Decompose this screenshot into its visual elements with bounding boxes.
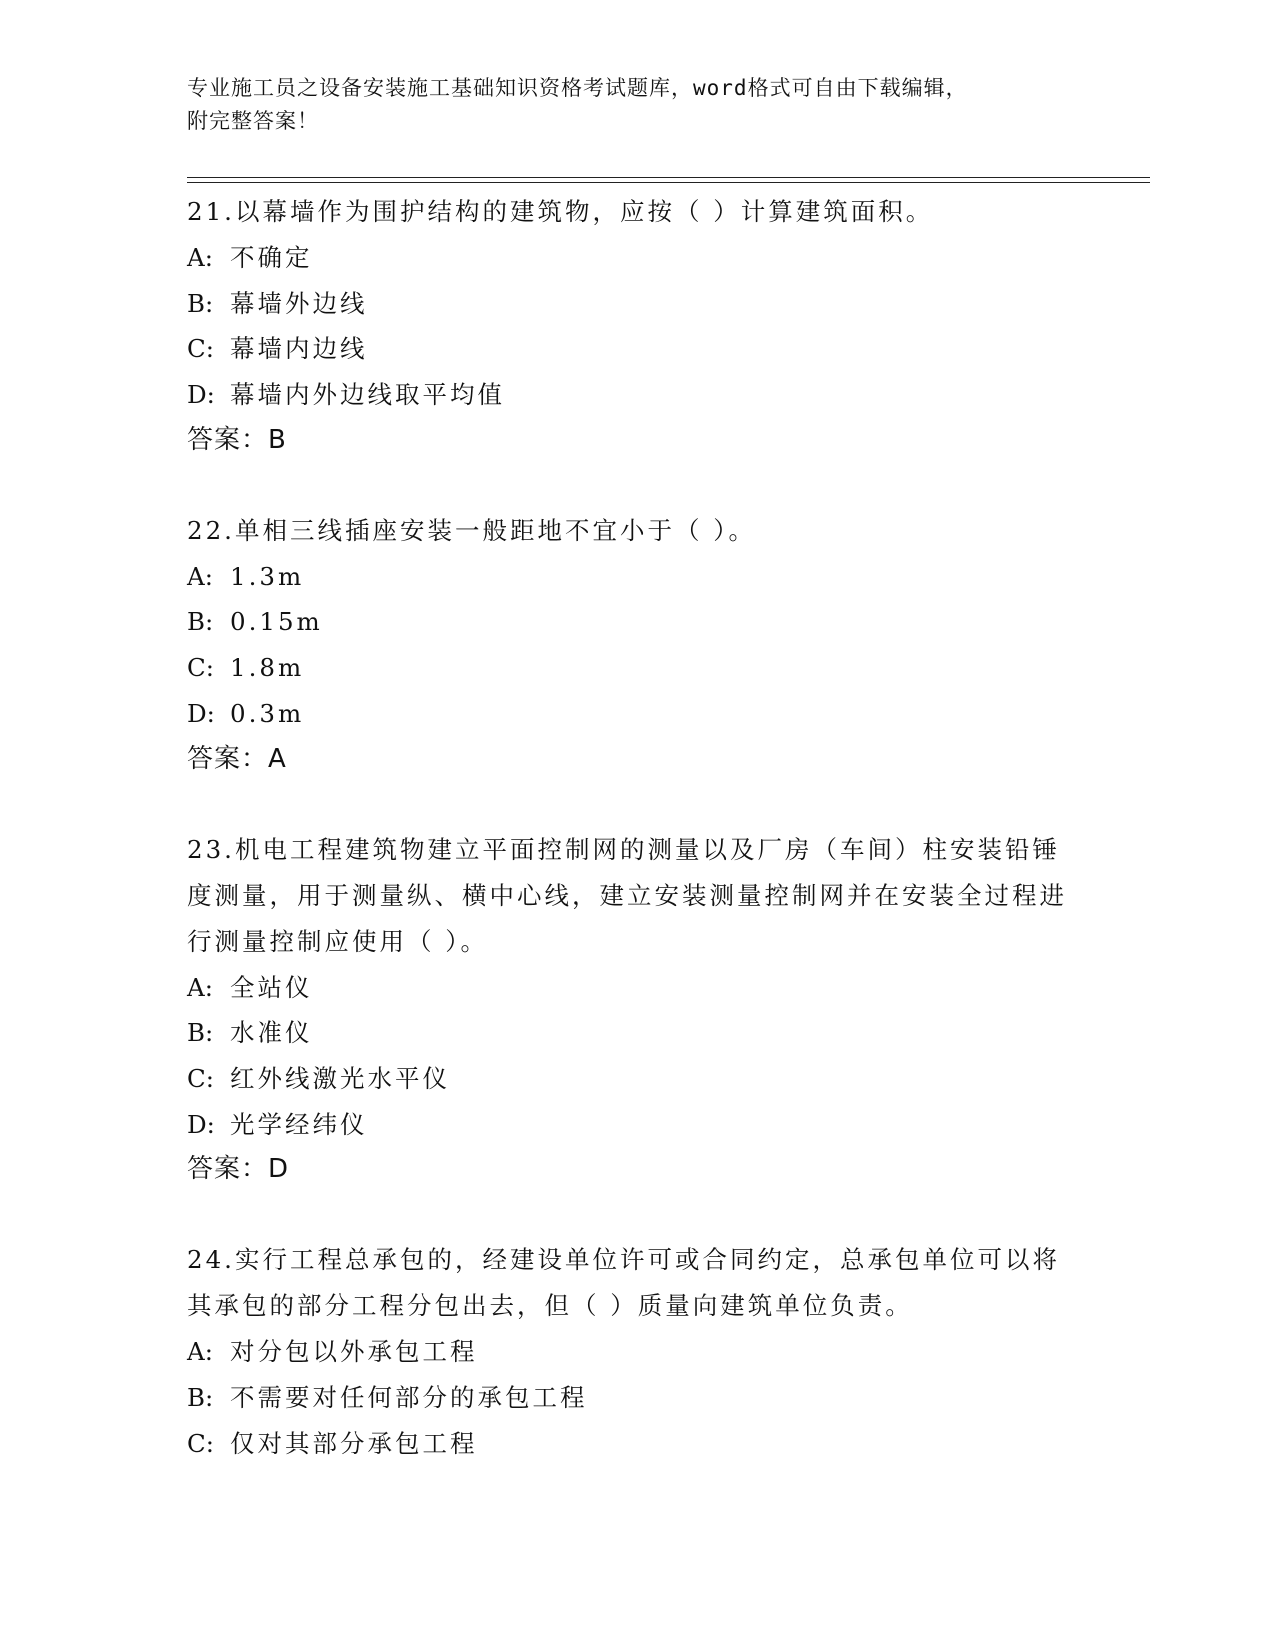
option-b	[187, 281, 1087, 327]
option-a	[187, 965, 1087, 1011]
question-21	[187, 189, 1087, 463]
option-text: 幕墙内外边线取平均值	[230, 380, 505, 410]
option-text: 光学经纬仪	[230, 1109, 368, 1139]
option-text: 1.3m	[230, 561, 305, 591]
answer-line: 答案：B	[187, 424, 287, 455]
option-key: B:	[187, 1382, 214, 1412]
option-text: 幕墙内边线	[230, 334, 368, 364]
option-key: A:	[187, 561, 213, 591]
header-rule-bottom	[187, 182, 1150, 183]
option-a	[187, 554, 1087, 600]
option-key: D:	[187, 1109, 215, 1139]
question-22	[187, 508, 1087, 782]
option-text: 0.15m	[230, 607, 323, 637]
option-text: 不需要对任何部分的承包工程	[230, 1382, 588, 1412]
option-a	[187, 235, 1087, 281]
option-key: D:	[187, 380, 215, 410]
option-key: B:	[187, 288, 214, 318]
option-d	[187, 1102, 1087, 1148]
document-header	[187, 72, 1087, 138]
question-list	[187, 189, 1087, 1511]
option-text: 全站仪	[230, 972, 313, 1002]
question-stem: 21.以幕墙作为围护结构的建筑物，应按（ ）计算建筑面积。	[187, 197, 934, 226]
option-b	[187, 1010, 1087, 1056]
question-23	[187, 827, 1087, 1193]
option-key: C:	[187, 334, 215, 364]
option-a	[187, 1329, 1087, 1375]
option-key: B:	[187, 607, 214, 637]
option-key: B:	[187, 1018, 214, 1048]
option-text: 水准仪	[230, 1018, 313, 1048]
option-key: C:	[187, 1063, 215, 1093]
question-stem: 24.实行工程总承包的，经建设单位许可或合同约定，总承包单位可以将其承包的部分工程分包出去，但（ ）质量向建筑单位负责。	[187, 1245, 1060, 1321]
option-text: 不确定	[230, 243, 313, 272]
header-line-1: 专业施工员之设备安装施工基础知识资格考试题库，word格式可自由下载编辑，	[187, 76, 968, 100]
option-c	[187, 645, 1087, 691]
option-b	[187, 599, 1087, 645]
option-d	[187, 372, 1087, 418]
question-stem: 23.机电工程建筑物建立平面控制网的测量以及厂房（车间）柱安装铅锤度测量，用于测量纵、横中心线，建立安装测量控制网并在安装全过程进行测量控制应使用（ ）。	[187, 834, 1067, 956]
option-key: A:	[187, 972, 213, 1002]
option-b	[187, 1375, 1087, 1421]
option-c	[187, 326, 1087, 372]
answer-line: 答案：D	[187, 1154, 290, 1185]
option-key: A:	[187, 1337, 213, 1367]
option-c	[187, 1056, 1087, 1102]
header-rule-top	[187, 177, 1150, 178]
option-key: C:	[187, 653, 215, 683]
option-key: C:	[187, 1428, 215, 1458]
option-d	[187, 691, 1087, 737]
header-line-2: 附完整答案！	[187, 109, 319, 133]
option-text: 0.3m	[230, 698, 305, 728]
question-24	[187, 1237, 1087, 1466]
option-text: 红外线激光水平仪	[230, 1063, 450, 1093]
option-c	[187, 1421, 1087, 1467]
option-text: 1.8m	[230, 653, 305, 683]
question-stem: 22.单相三线插座安装一般距地不宜小于（ ）。	[187, 515, 756, 545]
answer-line: 答案：A	[187, 743, 287, 774]
option-key: D:	[187, 698, 215, 728]
option-text: 对分包以外承包工程	[230, 1337, 478, 1367]
option-text: 仅对其部分承包工程	[230, 1428, 478, 1458]
option-key: A:	[187, 243, 213, 272]
option-text: 幕墙外边线	[230, 288, 368, 318]
